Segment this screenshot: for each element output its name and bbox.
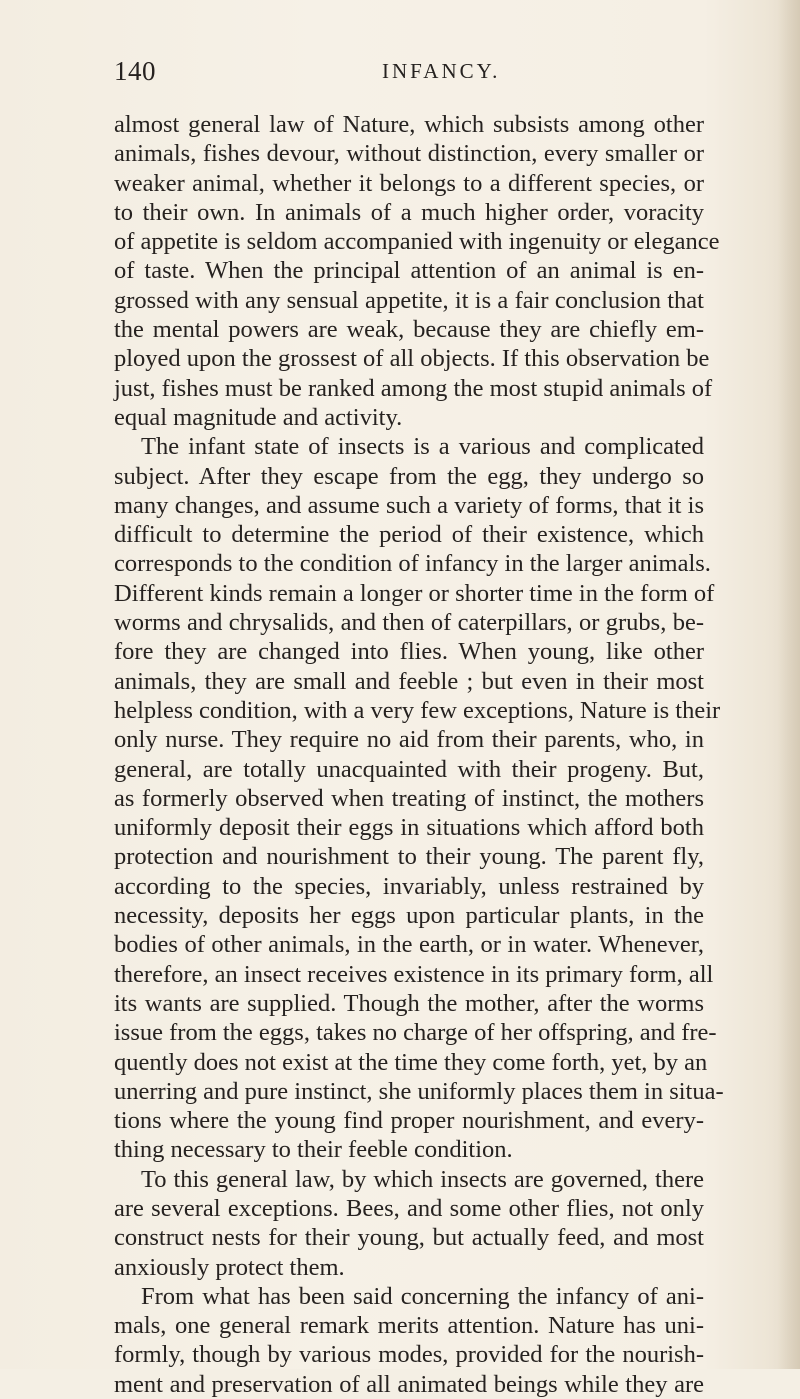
text-line: thing necessary to their feeble condition. xyxy=(114,1136,513,1164)
text-line: therefore, an insect receives existence in its primary form, all xyxy=(114,960,714,988)
text-line: bodies of other animals, in the earth, or in water. Whenever, xyxy=(114,931,704,959)
text-line: as formerly observed when treating of instinct, the mothers xyxy=(114,784,704,812)
text-line: formly, though by various modes, provided for the nourish- xyxy=(114,1341,704,1369)
text-line: uniformly deposit their eggs in situations which afford both xyxy=(114,814,704,842)
text-line: fore they are changed into flies. When young, like other xyxy=(114,638,704,666)
text-line: to their own. In animals of a much higher order, voracity xyxy=(114,198,704,226)
text-line: mals, one general remark merits attention. Nature has uni- xyxy=(114,1312,704,1340)
text-line: anxiously protect them. xyxy=(114,1253,345,1281)
text-line: From what has been said concerning the infancy of ani- xyxy=(141,1282,704,1310)
running-title: INFANCY. xyxy=(382,59,501,83)
text-line: of appetite is seldom accompanied with ingenuity or elegance xyxy=(114,228,720,256)
text-line: The infant state of insects is a various and complicated xyxy=(141,433,704,461)
text-line: worms and chrysalids, and then of caterpillars, or grubs, be- xyxy=(114,609,704,637)
text-line: To this general law, by which insects are governed, there xyxy=(141,1165,704,1193)
text-line: many changes, and assume such a variety of forms, that it is xyxy=(114,491,704,519)
page-number: 140 xyxy=(114,56,156,86)
body-text xyxy=(114,110,724,1399)
text-line: necessity, deposits her eggs upon particular plants, in the xyxy=(114,902,704,930)
text-line: helpless condition, with a very few exceptions, Nature is their xyxy=(114,696,721,724)
text-line: general, are totally unacquainted with their progeny. But, xyxy=(114,755,704,783)
page-header xyxy=(114,56,704,90)
text-line: unerring and pure instinct, she uniformly places them in situa- xyxy=(114,1077,724,1105)
text-line: just, fishes must be ranked among the most stupid animals of xyxy=(114,374,713,402)
paragraph xyxy=(114,1282,704,1399)
text-line: only nurse. They require no aid from their parents, who, in xyxy=(114,726,704,754)
text-line: its wants are supplied. Though the mother, after the worms xyxy=(114,989,704,1017)
text-line: animals, fishes devour, without distinction, every smaller or xyxy=(114,140,704,168)
text-line: corresponds to the condition of infancy in the larger animals. xyxy=(114,550,711,578)
text-line: ment and preservation of all animated beings while they are xyxy=(114,1370,704,1398)
text-line: of taste. When the principal attention of an animal is en- xyxy=(114,257,704,285)
text-line: equal magnitude and activity. xyxy=(114,403,403,431)
text-line: animals, they are small and feeble ; but even in their most xyxy=(114,667,704,695)
text-line: subject. After they escape from the egg, they undergo so xyxy=(114,462,704,490)
text-line: difficult to determine the period of their existence, which xyxy=(114,521,704,549)
text-line: protection and nourishment to their young. The parent fly, xyxy=(114,843,704,871)
text-line: according to the species, invariably, unless restrained by xyxy=(114,872,704,900)
paragraph xyxy=(114,1165,704,1282)
text-line: weaker animal, whether it belongs to a different species, or xyxy=(114,169,704,197)
paragraph xyxy=(114,432,724,1164)
paragraph xyxy=(114,110,720,432)
text-line: are several exceptions. Bees, and some other flies, not only xyxy=(114,1194,704,1222)
text-line: Different kinds remain a longer or shorter time in the form of xyxy=(114,579,715,607)
text-line: grossed with any sensual appetite, it is a fair conclusion that xyxy=(114,286,704,314)
text-line: tions where the young find proper nourishment, and every- xyxy=(114,1107,704,1135)
text-line: almost general law of Nature, which subsists among other xyxy=(114,111,704,138)
text-line: ployed upon the grossest of all objects. If this observation be xyxy=(114,345,710,373)
text-line: the mental powers are weak, because they are chiefly em- xyxy=(114,316,704,344)
text-line: quently does not exist at the time they come forth, yet, by an xyxy=(114,1048,708,1076)
page-binding-shadow xyxy=(778,0,800,1369)
text-line: construct nests for their young, but actually feed, and most xyxy=(114,1224,704,1252)
text-line: issue from the eggs, takes no charge of her offspring, and fre- xyxy=(114,1019,717,1047)
